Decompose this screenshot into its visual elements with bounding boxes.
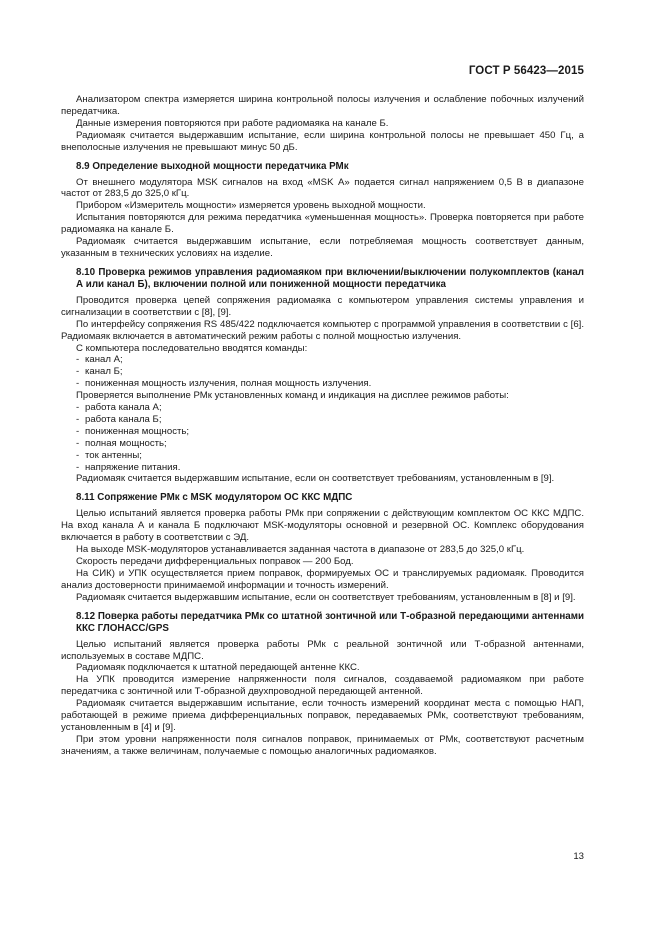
list-item: - полная мощность;	[61, 438, 584, 450]
paragraph: Целью испытаний является проверка работы РМк с реальной зонтичной или Т-образной антеннами, используемых в составе МДПС.	[61, 638, 584, 662]
paragraph: Проверяется выполнение РМк установленных команд и индикация на дисплее режимов работы:	[76, 390, 509, 402]
paragraph: Испытания повторяются для режима передатчика «уменьшенная мощность». Проверка повторяется при работе радиомаяка на канале Б.	[61, 212, 584, 236]
list-item: - пониженная мощность;	[61, 426, 584, 438]
list-item: - ток антенны;	[61, 450, 584, 462]
list-item: - канал Б;	[61, 366, 584, 378]
paragraph: Радиомаяк считается выдержавшим испытание, если он соответствует требованиям, установленным в [9].	[76, 473, 555, 485]
paragraph: По интерфейсу сопряжения RS 485/422 подключается компьютер с программой управления в соответствии с [6]. Радиомаяк включается в автоматический режим работы с полной мощностью излучения.	[61, 318, 584, 342]
paragraph: Радиомаяк считается выдержавшим испытание, если точность измерений координат места с помощью НАП, работающей в режиме приема дифференциальных поправок, передаваемых РМк, соответствуют требованиям, установленным в [4] и [9].	[61, 698, 584, 733]
section-heading-8-9: 8.9 Определение выходной мощности передатчика РМк	[76, 160, 349, 172]
paragraph: Целью испытаний является проверка работы РМк при сопряжении с действующим комплектом ОС ККС МДПС. На вход канала А и канала Б подключают MSK-модуляторы основной и резервной ОС. Комплекс оборудования включается в работу в соответствии с ЭД.	[61, 508, 584, 544]
paragraph: Радиомаяк считается выдержавшим испытание, если потребляемая мощность соответствует данным, указанным в технических условиях на изделие.	[61, 236, 584, 259]
section-heading-8-10: 8.10 Проверка режимов управления радиомаяком при включении/выключении полукомплектов (канал А или канал Б), включении полной или пониженной мощности передатчика	[76, 266, 584, 290]
standard-designation: ГОСТ Р 56423—2015	[468, 65, 584, 77]
paragraph: От внешнего модулятора MSK сигналов на вход «MSK А» подается сигнал напряжением 0,5 В в диапазоне частот от 283,5 до 325,0 кГц.	[61, 176, 584, 200]
paragraph: Прибором «Измеритель мощности» измеряется уровень выходной мощности.	[76, 200, 426, 212]
list-item: - напряжение питания.	[61, 462, 584, 474]
paragraph: На СИК) и УПК осуществляется прием поправок, формируемых ОС и транслируемых радиомаяк. Проводится анализ достоверности принимаемой информации и точность измерений.	[61, 567, 584, 591]
page-number: 13	[573, 851, 584, 862]
paragraph: Радиомаяк считается выдержавшим испытание, если ширина контрольной полосы не превышает 450 Гц, а внеполосные излучения не превышают минус 50 дБ.	[61, 129, 584, 153]
paragraph: Проводится проверка цепей сопряжения радиомаяка с компьютером управления системы управления и сигнализации в соответствии с [8], [9].	[61, 294, 584, 318]
paragraph: На УПК проводится измерение напряженности поля сигналов, создаваемой радиомаяком при работе передатчика с зонтичной или Т-образной двухпроводной передающей антенной.	[61, 674, 584, 698]
section-heading-8-11: 8.11 Сопряжение РМк с MSK модулятором ОС ККС МДПС	[76, 492, 353, 504]
document-page	[61, 0, 584, 936]
list-item: - работа канала А;	[61, 402, 584, 414]
paragraph: При этом уровни напряженности поля сигналов поправок, принимаемых от РМк, соответствуют расчетным значениям, а также величинам, получаемые с помощью аналогичных радиомаяков.	[61, 733, 584, 757]
command-list	[61, 354, 584, 390]
mode-list	[61, 402, 584, 473]
paragraph: На выходе MSK-модуляторов устанавливается заданная частота в диапазоне от 283,5 до 325,0 кГц.	[76, 544, 525, 556]
paragraph: Анализатором спектра измеряется ширина контрольной полосы излучения и ослабление побочных излучений передатчика.	[61, 94, 584, 117]
paragraph: С компьютера последовательно вводятся команды:	[76, 342, 308, 354]
paragraph: Радиомаяк подключается к штатной передающей антенне ККС.	[76, 662, 360, 674]
section-heading-8-12: 8.12 Поверка работы передатчика РМк со штатной зонтичной или Т-образной передающими антеннами ККС ГЛОНАСС/GPS	[76, 610, 584, 634]
document-body	[61, 94, 584, 758]
list-item: - пониженная мощность излучения, полная мощность излучения.	[61, 378, 584, 390]
paragraph: Радиомаяк считается выдержавшим испытание, если он соответствует требованиям, установленным в [8] и [9].	[76, 591, 576, 603]
list-item: - канал А;	[61, 354, 584, 366]
paragraph: Скорость передачи дифференциальных поправок — 200 Бод.	[76, 556, 354, 567]
list-item: - работа канала Б;	[61, 414, 584, 426]
paragraph: Данные измерения повторяются при работе радиомаяка на канале Б.	[76, 117, 389, 129]
